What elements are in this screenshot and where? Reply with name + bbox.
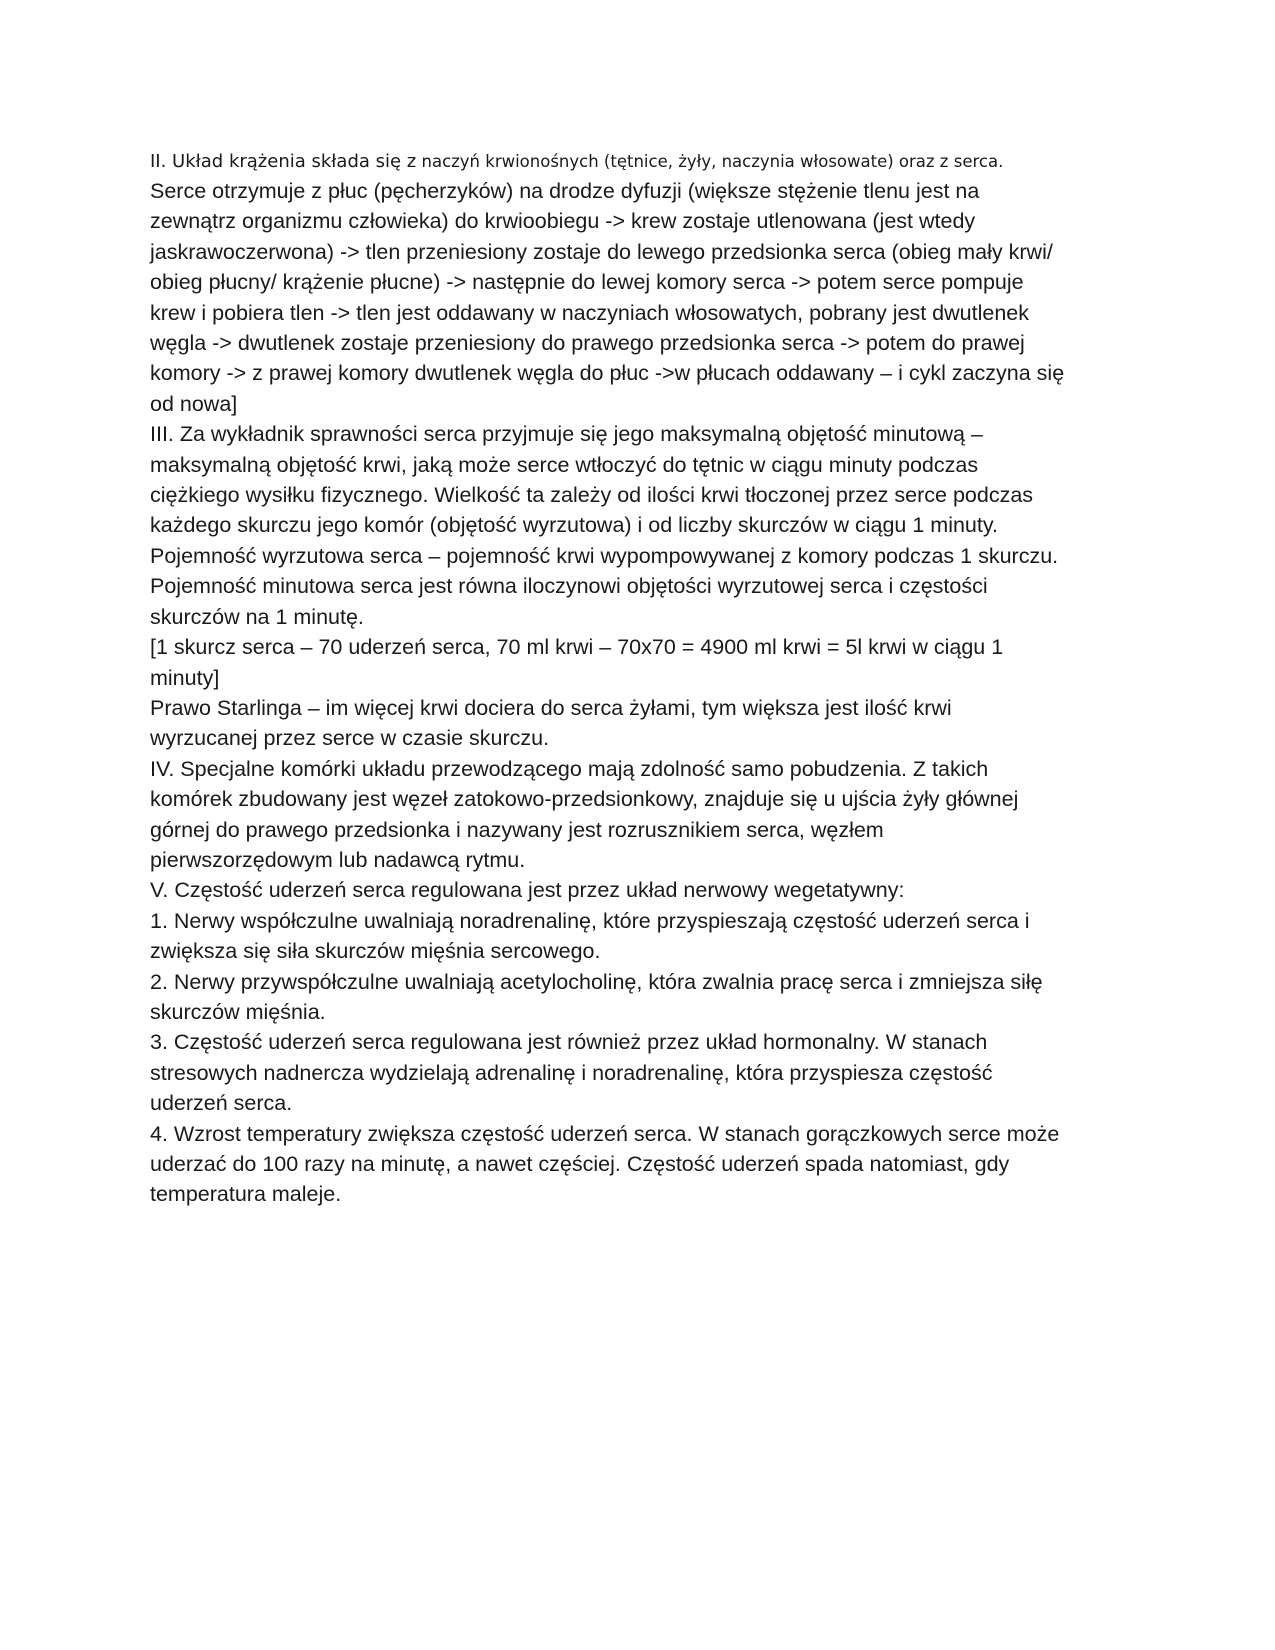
- text-line: krew i pobiera tlen -> tlen jest oddawany w naczyniach włosowatych, pobrany jest dwutlenek: [150, 300, 1029, 325]
- text-line: V. Częstość uderzeń serca regulowana jest przez układ nerwowy wegetatywny:: [150, 878, 905, 903]
- text-line: 3. Częstość uderzeń serca regulowana jest również przez układ hormonalny. W stanach: [150, 1030, 988, 1055]
- text-line: węgla -> dwutlenek zostaje przeniesiony do prawego przedsionka serca -> potem do prawej: [150, 331, 1025, 356]
- text-line: skurczów na 1 minutę.: [150, 604, 364, 629]
- text-line: 4. Wzrost temperatury zwiększa częstość uderzeń serca. W stanach gorączkowych serce może: [150, 1121, 1060, 1146]
- text-line: maksymalną objętość krwi, jaką może serce wtłoczyć do tętnic w ciągu minuty podczas: [150, 452, 979, 477]
- text-line: Pojemność wyrzutowa serca – pojemność krwi wypompowywanej z komory podczas 1 skurczu.: [150, 543, 1059, 568]
- text-line: górnej do prawego przedsionka i nazywany jest rozrusznikiem serca, węzłem: [150, 817, 884, 842]
- text-line: od nowa]: [150, 391, 238, 416]
- text-line: uderzeń serca.: [150, 1091, 293, 1116]
- text-line: zewnątrz organizmu człowieka) do krwioobiegu -> krew zostaje utlenowana (jest wtedy: [150, 209, 976, 234]
- text-line: IV. Specjalne komórki układu przewodzącego mają zdolność samo pobudzenia. Z takich: [150, 756, 989, 781]
- text-line: każdego skurczu jego komór (objętość wyrzutowa) i od liczby skurczów w ciągu 1 minuty.: [150, 513, 998, 538]
- document-body: [150, 148, 1130, 1210]
- text-line: uderzać do 100 razy na minutę, a nawet częściej. Częstość uderzeń spada natomiast, gdy: [150, 1152, 1010, 1176]
- text-line: komórek zbudowany jest węzeł zatokowo-przedsionkowy, znajduje się u ujścia żyły głównej: [150, 787, 1019, 812]
- heading-lead: II. Układ krążenia składa się z: [150, 151, 417, 172]
- text-line: minuty]: [150, 665, 220, 690]
- text-line: obieg płucny/ krążenie płucne) -> następnie do lewej komory serca -> potem serce pompuje: [150, 270, 1024, 295]
- text-line: zwiększa się siła skurczów mięśnia sercowego.: [150, 939, 601, 964]
- text-line: Prawo Starlinga – im więcej krwi dociera do serca żyłami, tym większa jest ilość krwi: [150, 695, 952, 720]
- text-line: [1 skurcz serca – 70 uderzeń serca, 70 ml krwi – 70x70 = 4900 ml krwi = 5l krwi w ciągu 1: [150, 635, 1004, 660]
- text-line: ciężkiego wysiłku fizycznego. Wielkość ta zależy od ilości krwi tłoczonej przez serce podczas: [150, 483, 1034, 508]
- text-line: komory -> z prawej komory dwutlenek węgla do płuc ->w płucach oddawany – i cykl zaczyna się: [150, 361, 1065, 386]
- text-line: Serce otrzymuje z płuc (pęcherzyków) na drodze dyfuzji (większe stężenie tlenu jest na: [150, 179, 980, 203]
- text-line: 2. Nerwy przywspółczulne uwalniają acetylocholinę, która zwalnia pracę serca i zmniejsza siłę: [150, 969, 1043, 994]
- text-line: wyrzucanej przez serce w czasie skurczu.: [150, 726, 550, 751]
- text-line: Pojemność minutowa serca jest równa iloczynowi objętości wyrzutowej serca i częstości: [150, 574, 988, 599]
- text-line: III. Za wykładnik sprawności serca przyjmuje się jego maksymalną objętość minutową –: [150, 422, 983, 447]
- text-line: jaskrawoczerwona) -> tlen przeniesiony zostaje do lewego przedsionka serca (obieg mały krwi/: [150, 239, 1053, 264]
- heading-rest: naczyń krwionośnych (tętnice, żyły, naczynia włosowate) oraz z serca.: [416, 152, 1004, 171]
- section-heading: [150, 148, 1130, 176]
- text-line: 1. Nerwy współczulne uwalniają noradrenalinę, które przyspieszają częstość uderzeń serca i: [150, 908, 1030, 933]
- text-line: stresowych nadnercza wydzielają adrenalinę i noradrenalinę, która przyspiesza częstość: [150, 1060, 993, 1085]
- text-line: pierwszorzędowym lub nadawcą rytmu.: [150, 847, 526, 872]
- text-line: skurczów mięśnia.: [150, 999, 326, 1024]
- text-line: temperatura maleje.: [150, 1182, 342, 1207]
